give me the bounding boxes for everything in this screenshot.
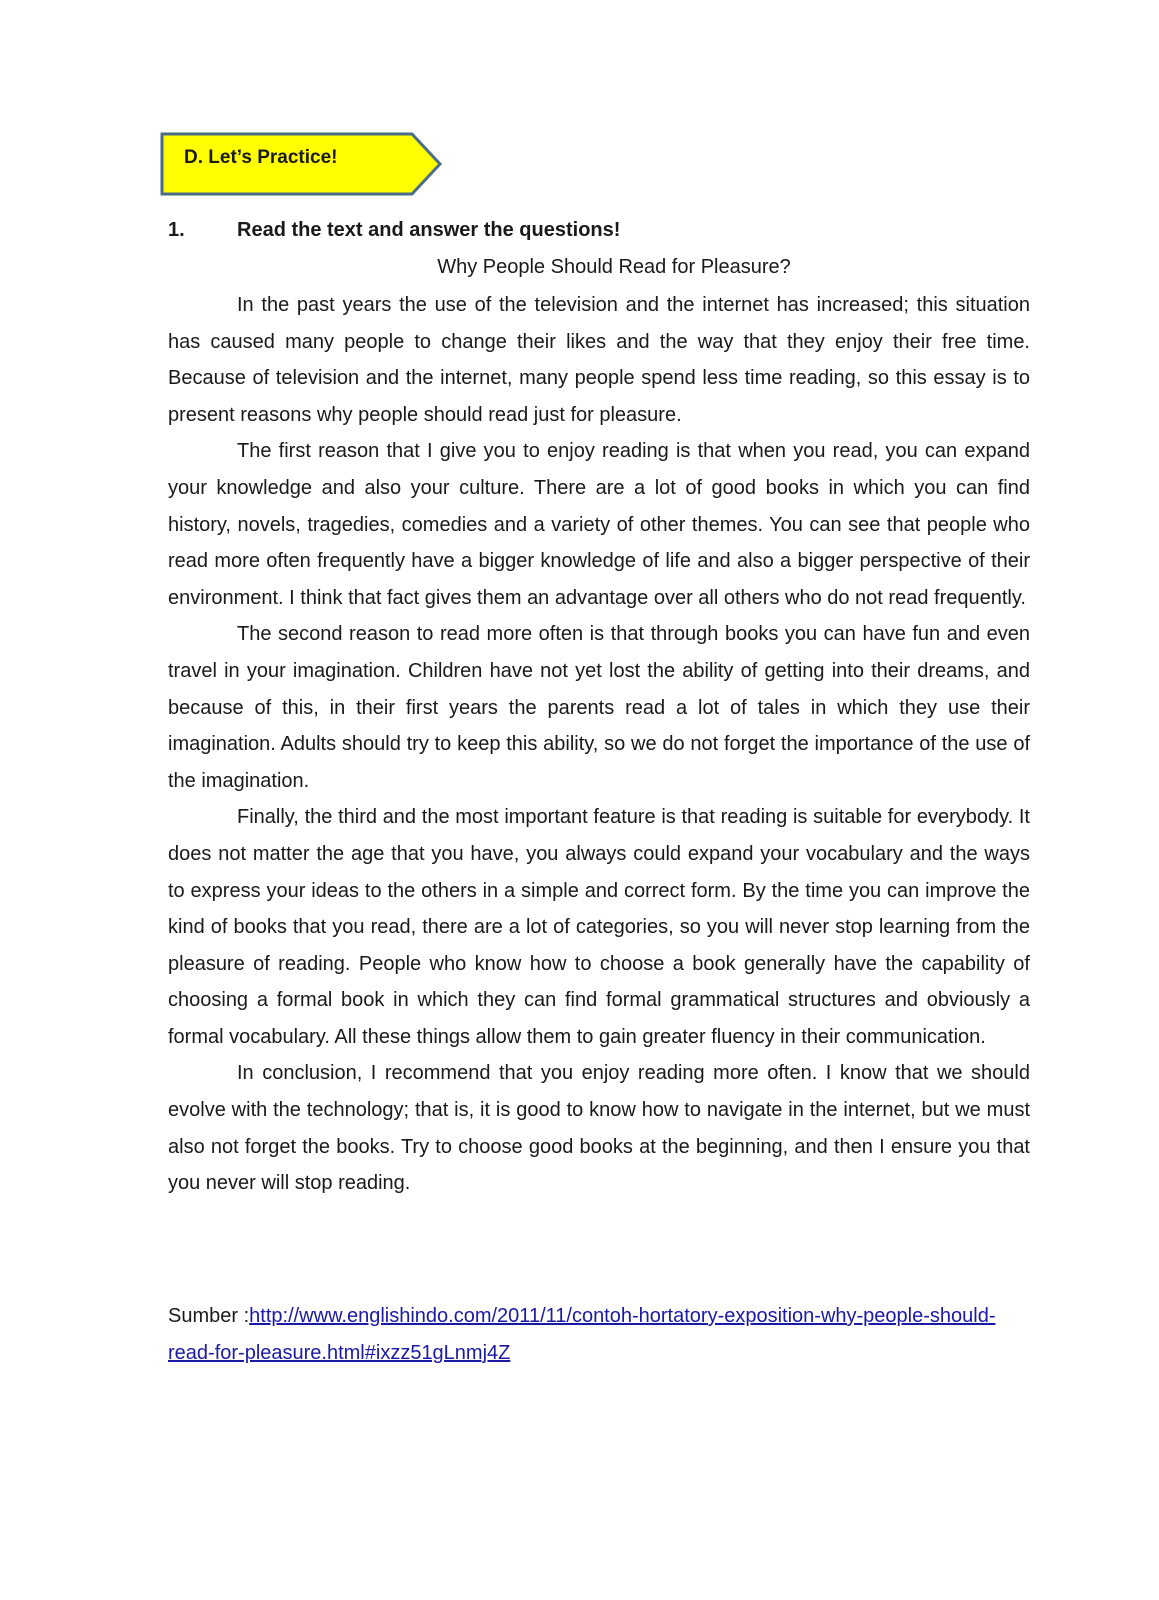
essay-paragraph: Finally, the third and the most important feature is that reading is suitable for everybody. It does not matter the age that you have, you always could expand your vocabulary and the ways to express your ideas to the others in a simple and correct form. By the time you can improve the kind of books that you read, there are a lot of categories, so you will never stop learning from the pleasure of reading. People who know how to choose a book generally have the capability of choosing a formal book in which they can find formal grammatical structures and obviously a formal vocabulary. All these things allow them to gain greater fluency in their communication. bbox=[168, 806, 1030, 1048]
source-citation bbox=[168, 1298, 1030, 1372]
essay-paragraph: The first reason that I give you to enjoy reading is that when you read, you can expand your knowledge and also your culture. There are a lot of good books in which you can find history, novels, tragedies, comedies and a variety of other themes. You can see that people who read more often frequently have a bigger knowledge of life and also a bigger perspective of their environment. I think that fact gives them an advantage over all others who do not read frequently. bbox=[168, 440, 1030, 609]
banner-label: D. Let’s Practice! bbox=[184, 147, 338, 168]
instruction-number: 1. bbox=[168, 219, 185, 241]
essay-paragraph: The second reason to read more often is that through books you can have fun and even travel in your imagination. Children have not yet lost the ability of getting into their dreams, and because of this, in their first years the parents read a lot of tales in which they use their imagination. Adults should try to keep this ability, so we do not forget the importance of the use of the imagination. bbox=[168, 623, 1030, 792]
essay-paragraph: In conclusion, I recommend that you enjoy reading more often. I know that we should evolve with the technology; that is, it is good to know how to navigate in the internet, but we must also not forget the books. Try to choose good books at the beginning, and then I ensure you that you never will stop reading. bbox=[168, 1062, 1030, 1195]
essay-body bbox=[168, 287, 1030, 1202]
instruction bbox=[168, 219, 620, 242]
source-link[interactable]: http://www.englishindo.com/2011/11/contoh-hortatory-exposition-why-people-should-read-for-pleasure.html#ixzz51gLnmj4Z bbox=[168, 1305, 996, 1364]
section-banner bbox=[160, 132, 444, 196]
instruction-text: Read the text and answer the questions! bbox=[237, 219, 621, 241]
source-label: Sumber : bbox=[168, 1305, 250, 1327]
essay-paragraph: In the past years the use of the television and the internet has increased; this situation has caused many people to change their likes and the way that they enjoy their free time. Because of television and the internet, many people spend less time reading, so this essay is to present reasons why people should read just for pleasure. bbox=[168, 294, 1030, 426]
essay-title: Why People Should Read for Pleasure? bbox=[437, 256, 791, 278]
